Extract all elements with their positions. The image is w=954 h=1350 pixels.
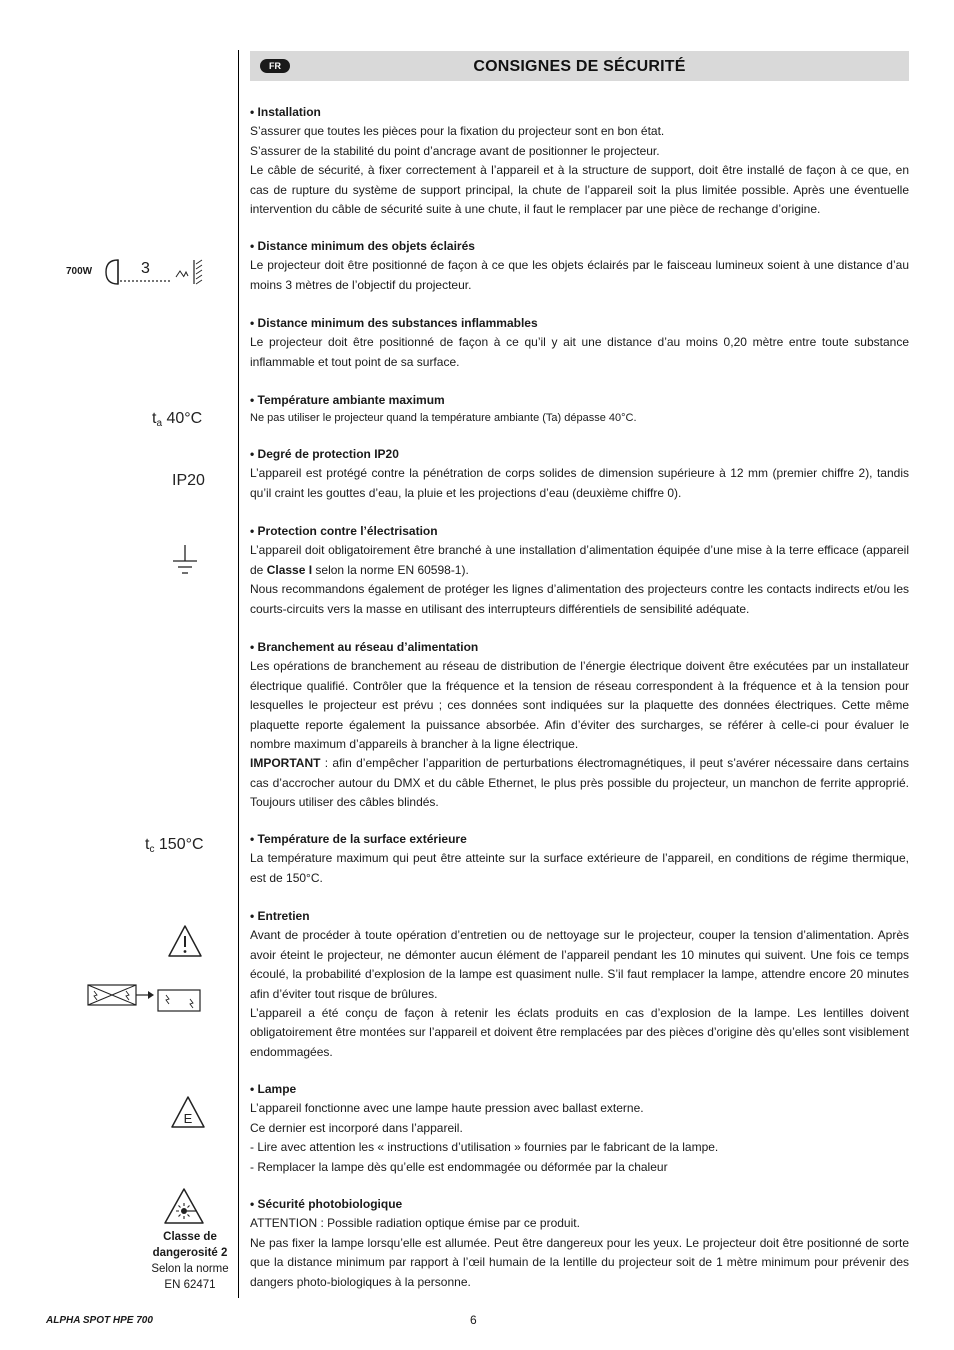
paragraph: Ne pas fixer la lampe lorsqu’elle est allumée. Peut être dangereux pour les yeux. Le projecteur doit être positionné de sorte que la distance minimum par rapport à l’œil humain de la lentille du projecteur soit de 1 mètre minimum pour prévenir des dangers photo-biologiques à la personne. <box>250 1235 909 1289</box>
paragraph: IMPORTANT : afin d’empêcher l’apparition de perturbations électromagnétiques, il peut s’avérer nécessaire dans certains cas d’accrocher autour du DMX et du câble Ethernet, le plus près possible du projecteur, un manchon de ferrite approprié. Toujours utiliser des câbles blindés. <box>250 756 909 810</box>
paragraph: S’assurer que toutes les pièces pour la fixation du projecteur sont en bon état. <box>250 124 665 139</box>
section-branchement <box>250 638 909 813</box>
section-heading: • Entretien <box>250 909 310 923</box>
paragraph: Avant de procéder à toute opération d’entretien ou de nettoyage sur le projecteur, couper la tension d’alimentation. Après avoir éteint le projecteur, ne démonter aucun élément de l’appareil pendant les 10 minutes qui suivent. Une fois ce temps écoulé, la probabilité d’explosion de la lampe est quasiment nulle. S’il faut remplacer la lampe, attendre encore 20 minutes afin d’éviter tout risque de brûlures. <box>250 928 909 1001</box>
paragraph: L’appareil doit obligatoirement être branché à une installation d’alimentation équipée d’une mise à la terre efficace (appareil de Classe I selon la norme EN 60598-1). <box>250 543 909 577</box>
ambient-temperature-symbol: $t_a$ 40°C <box>152 410 203 429</box>
distance-value: 3 <box>141 260 150 277</box>
page-number: 6 <box>470 1313 477 1327</box>
paragraph: L’appareil est protégé contre la pénétration de corps solides de dimension supérieure à 12 mm (premier chiffre 2), tandis qu’il craint les gouttes d’eau, la pluie et les projections d’eau (deuxième chiffre 0). <box>250 466 909 500</box>
paragraph: Ne pas utiliser le projecteur quand la température ambiante (Ta) dépasse 40°C. <box>250 412 637 425</box>
paragraph: S’assurer de la stabilité du point d’ancrage avant de positionner le projecteur. <box>250 143 660 158</box>
section-heading: • Distance minimum des substances inflammables <box>250 316 538 330</box>
page-title: CONSIGNES DE SÉCURITÉ <box>473 58 686 75</box>
section-heading: • Installation <box>250 105 321 119</box>
section-distance-substances <box>250 314 909 372</box>
laser-class-caption: Classe de dangerosité 2 Selon la norme EN 62471 <box>151 1231 229 1291</box>
paragraph: Les opérations de branchement au réseau de distribution de l’énergie électrique doivent être exécutées par un installateur électrique qualifié. Contrôler que la fréquence et la tension de réseau correspondent à la fréquence et à la tension pour lesquelles le projecteur est prévu ; ces données sont indiquées sur la plaquette des données électriques. Cette même plaquette reporte également la puissance absorbée. Afin d’éviter des surcharges, se référer à celle-ci pour évaluer le nombre maximum d’appareils à brancher à la ligne électrique. <box>250 659 909 752</box>
paragraph: L’appareil a été conçu de façon à retenir les éclats produits en cas d’explosion de la lampe. Les lentilles doivent obligatoirement être montées sur l’appareil et doivent être remplacées par des pièces d’origine dès qu’elles sont visiblement endommagées. <box>250 1006 909 1059</box>
paragraph: Le projecteur doit être positionné de façon à ce que les objets éclairés par le faisceau lumineux soient à une distance d’au moins 3 mètres de l’objectif du projecteur. <box>250 258 909 292</box>
lens-replacement-icon <box>86 981 206 1013</box>
section-distance-objets <box>250 237 909 295</box>
section-heading: • Distance minimum des objets éclairés <box>250 239 475 253</box>
section-entretien <box>250 907 909 1062</box>
section-heading: • Lampe <box>250 1082 297 1096</box>
footer-product-name: ALPHA SPOT HPE 700 <box>46 1315 153 1326</box>
paragraph: La température maximum qui peut être atteinte sur la surface extérieure de l’appareil, en conditions de régime thermique, est de 150°C. <box>250 851 909 885</box>
language-badge: FR <box>260 59 290 73</box>
section-protection-ip20 <box>250 445 909 503</box>
paragraph: Le projecteur doit être positionné de façon à ce qu’il y ait une distance d’au moins 0,20 mètre entre toute substance inflammable et tout point de sa surface. <box>250 335 909 369</box>
section-header <box>250 51 909 81</box>
ground-icon <box>170 543 200 577</box>
section-photobiologique <box>250 1195 909 1292</box>
section-heading: • Température ambiante maximum <box>250 393 445 407</box>
section-heading: • Branchement au réseau d’alimentation <box>250 640 479 654</box>
power-label: 700W <box>66 266 93 277</box>
section-electrisation <box>250 522 909 619</box>
warning-icon <box>167 924 203 958</box>
paragraph: Le câble de sécurité, à fixer correctement à l’appareil et à la structure de support, doit être installé de façon à ce que, en cas de rupture du système de support principal, la chute de l’appareil soit la plus limitée possible. Après une éventuelle intervention du câble de sécurité suite à une chute, il faut le remplacer par une pièce de rechange d’origine. <box>250 163 909 217</box>
section-temperature-ambiante <box>250 391 909 426</box>
ip-rating-symbol: IP20 <box>172 472 205 489</box>
laser-warning-icon <box>163 1187 205 1225</box>
distance-symbol <box>66 256 216 288</box>
section-installation <box>250 103 909 219</box>
projector-distance-icon <box>100 256 220 288</box>
section-heading: • Protection contre l’électrisation <box>250 524 438 538</box>
section-lampe <box>250 1080 909 1177</box>
margin-divider <box>238 50 239 1298</box>
section-heading: • Degré de protection IP20 <box>250 447 399 461</box>
paragraph: Ce dernier est incorporé dans l’appareil. <box>250 1120 463 1135</box>
section-temperature-surface <box>250 830 909 888</box>
paragraph: L’appareil fonctionne avec une lampe haute pression avec ballast externe. <box>250 1101 644 1116</box>
section-heading: • Sécurité photobiologique <box>250 1197 403 1211</box>
list-item: - Remplacer la lampe dès qu’elle est endommagée ou déformée par la chaleur <box>250 1159 668 1174</box>
list-item: - Lire avec attention les « instructions d’utilisation » fournies par le fabricant de la lampe. <box>250 1140 719 1155</box>
paragraph: ATTENTION : Possible radiation optique émise par ce produit. <box>250 1216 580 1231</box>
lamp-e-icon <box>170 1095 206 1129</box>
svg-text:E: E <box>183 1111 193 1126</box>
surface-temperature-symbol: $t_c$ 150°C <box>145 836 204 855</box>
paragraph: Nous recommandons également de protéger les lignes d’alimentation des projecteurs contre les contacts indirects et/ou les courts-circuits vers la masse en utilisant des interrupteurs différentiels de sensibilité adéquate. <box>250 582 909 616</box>
section-heading: • Température de la surface extérieure <box>250 832 467 846</box>
